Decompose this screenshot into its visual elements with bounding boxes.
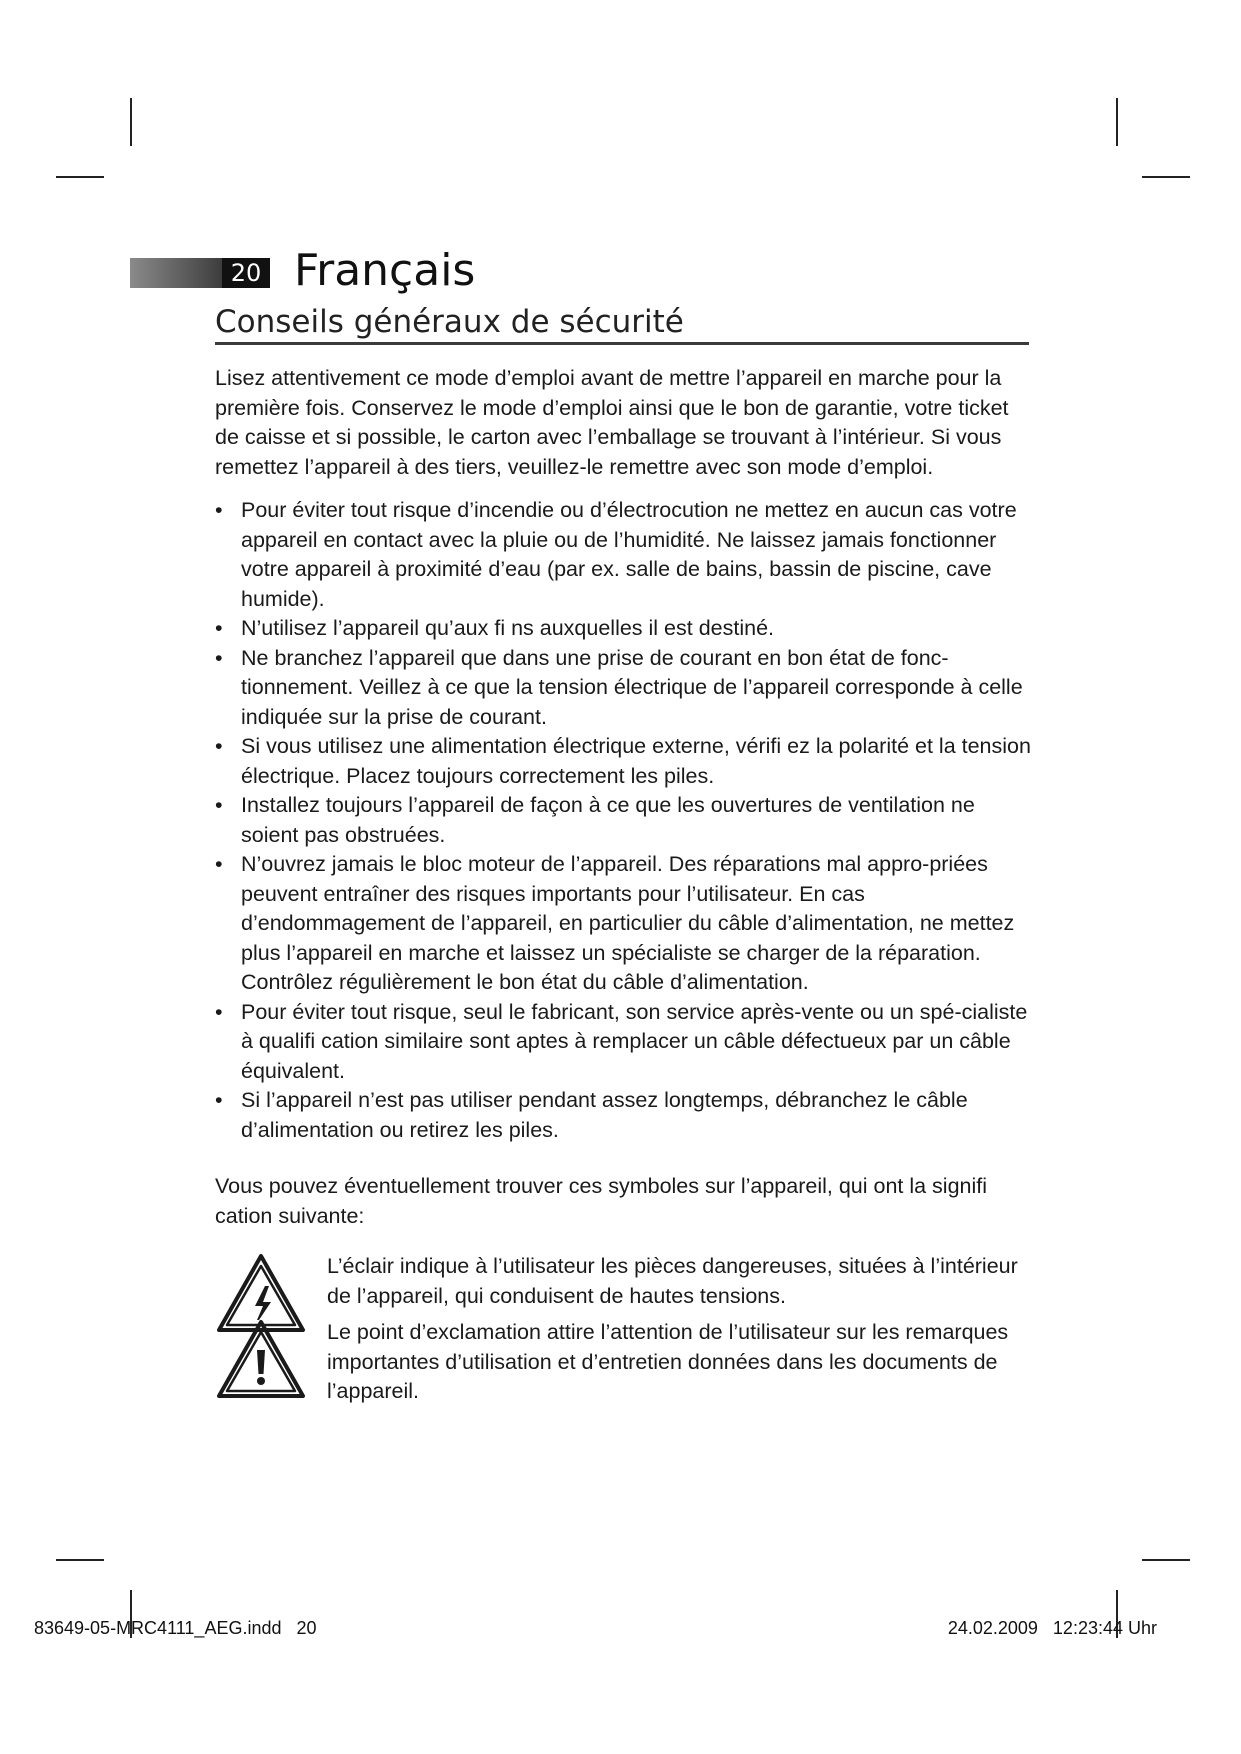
crop-mark-top-left-vertical <box>130 98 132 146</box>
language-title: Français <box>294 245 476 296</box>
bullet-icon: • <box>215 793 223 817</box>
bullet-icon: • <box>215 645 223 670</box>
symbols-intro-paragraph: Vous pouvez éventuellement trouver ces symboles sur l’appareil, qui ont la signifi cation suivante: <box>215 1174 988 1228</box>
bullet-icon: • <box>215 616 223 640</box>
crop-mark-top-right-vertical <box>1116 98 1118 146</box>
section-title: Conseils généraux de sécurité <box>215 304 684 340</box>
intro-paragraph: Lisez attentivement ce mode d’emploi avant de mettre l’appareil en marche pour la première fois. Conservez le mode d’emploi ainsi que le bon de garantie, votre ticket de caisse et si possible, le carton avec l’emballage se trouvant à l’intérieur. Si vous remettez l’appareil à des tiers, veuillez-le remettre avec son mode d’emploi. <box>215 366 1009 479</box>
footer-timestamp: 24.02.2009 12:23:44 Uhr <box>947 1618 1157 1638</box>
bullet-icon: • <box>215 999 223 1024</box>
page-number: 20 <box>222 258 270 288</box>
list-item: • N’utilisez l’appareil qu’aux fi ns auxquelles il est destiné. <box>215 614 1035 644</box>
crop-mark-bottom-left-horizontal <box>56 1559 104 1561</box>
lightning-symbol-description: L’éclair indique à l’utilisateur les pièces dangereuses, situées à l’intérieur de l’appareil, qui conduisent de hautes tensions. <box>327 1254 1018 1308</box>
list-item: • Pour éviter tout risque d’incendie ou d’électrocution ne mettez en aucun cas votre appareil en contact avec la pluie ou de l’humidité. Ne laissez jamais fonctionner votre appareil à proximité d’eau (par ex. salle de bains, bassin de piscine, cave humide). <box>215 498 1017 611</box>
footer-file-info: 83649-05-MRC4111_AEG.indd 20 <box>34 1618 317 1638</box>
bullet-icon: • <box>215 734 223 758</box>
crop-mark-bottom-right-horizontal <box>1142 1559 1190 1561</box>
list-item: • Si vous utilisez une alimentation électrique externe, vérifi ez la polarité et la tension électrique. Placez toujours correctement les piles. <box>215 734 1031 788</box>
bullet-icon: • <box>215 498 223 522</box>
crop-mark-top-left-horizontal <box>56 176 104 178</box>
exclamation-warning-icon <box>215 1318 307 1400</box>
list-item: • Installez toujours l’appareil de façon à ce que les ouvertures de ventilation ne soient pas obstruées. <box>215 793 975 847</box>
list-item: • Pour éviter tout risque, seul le fabricant, son service après-vente ou un spé-cialiste à qualifi cation similaire sont aptes à remplacer un câble défectueux par un câble équivalent. <box>215 999 1028 1083</box>
list-item: • Si l’appareil n’est pas utiliser pendant assez longtemps, débranchez le câble d’alimentation ou retirez les piles. <box>215 1088 968 1142</box>
section-divider <box>215 342 1029 345</box>
list-item: • Ne branchez l’appareil que dans une prise de courant en bon état de fonc-tionnement. Veillez à ce que la tension électrique de l’appareil corresponde à celle indiquée sur la prise de courant. <box>215 645 1023 729</box>
list-item: • N’ouvrez jamais le bloc moteur de l’appareil. Des réparations mal appro-priées peuvent entraîner des risques importants pour l’utilisateur. En cas d’endommagement de l’appareil, en particulier du câble d’alimentation, ne mettez plus l’appareil en marche et laissez un spécialiste se charger de la réparation. Contrôlez régulièrement le bon état du câble d’alimentation. <box>215 852 1015 994</box>
safety-bullet-list <box>215 496 1035 1145</box>
exclamation-symbol-description: Le point d’exclamation attire l’attention de l’utilisateur sur les remarques importantes d’utilisation et d’entretien données dans les documents de l’appareil. <box>327 1320 1009 1403</box>
bullet-icon: • <box>215 852 223 876</box>
bullet-icon: • <box>215 1088 223 1112</box>
crop-mark-top-right-horizontal <box>1142 176 1190 178</box>
